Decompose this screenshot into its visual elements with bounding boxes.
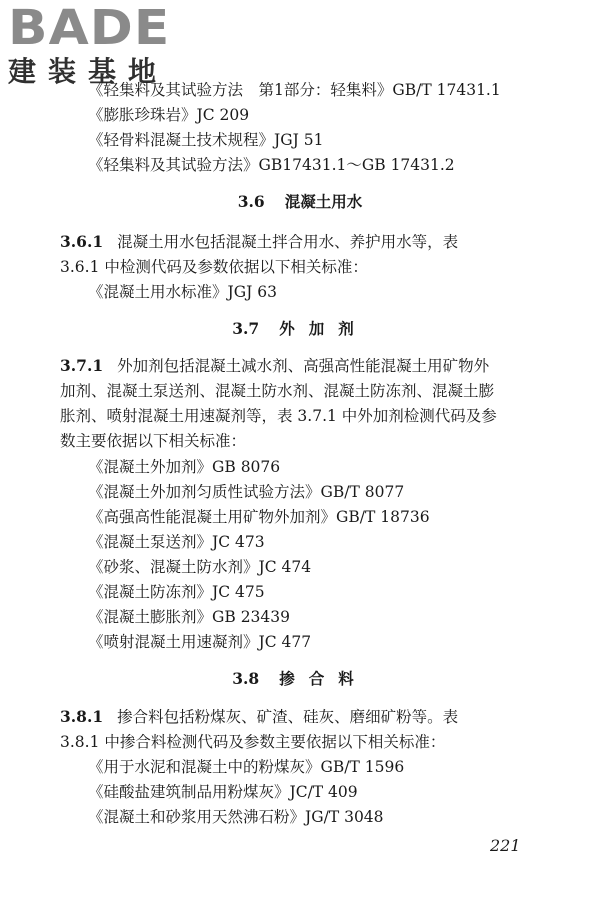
watermark-logo	[8, 0, 173, 88]
clause-text-continued: 3.6.1 中检测代码及参数依据以下相关标准：	[60, 258, 368, 276]
reference-line: 《轻集料及其试验方法》GB17431.1～GB 17431.2	[88, 156, 455, 174]
clause-text: 混凝土用水包括混凝土拌合用水、养护用水等，表	[117, 233, 459, 251]
reference-line: 《用于水泥和混凝土中的粉煤灰》GB/T 1596	[88, 758, 405, 776]
reference-line: 《混凝土泵送剂》JC 473	[88, 533, 265, 551]
section-number: 3.7	[232, 319, 260, 338]
clause-text-continued: 数主要依据以下相关标准：	[60, 432, 247, 450]
reference-line: 《膨胀珍珠岩》JC 209	[88, 106, 250, 124]
reference-line: 《混凝土用水标准》JGJ 63	[88, 283, 277, 301]
section-title: 混凝土用水	[284, 192, 363, 211]
section-heading-3-6	[0, 192, 600, 212]
reference-line: 《高强高性能混凝土用矿物外加剂》GB/T 18736	[88, 508, 430, 526]
reference-line: 《混凝土膨胀剂》GB 23439	[88, 608, 291, 626]
reference-line: 《硅酸盐建筑制品用粉煤灰》JC/T 409	[88, 783, 358, 801]
clause-text: 掺合料包括粉煤灰、矿渣、硅灰、磨细矿粉等。表	[117, 708, 459, 726]
clause-3-8-1	[60, 707, 458, 727]
section-heading-3-7	[0, 319, 600, 339]
logo-brand: BADE	[8, 0, 171, 56]
section-heading-3-8	[0, 669, 600, 689]
clause-text-continued: 胀剂、喷射混凝土用速凝剂等，表 3.7.1 中外加剂检测代码及参	[60, 407, 497, 425]
section-number: 3.6	[237, 192, 265, 211]
logo-tagline: 建装基地	[8, 55, 169, 88]
section-title: 掺合料	[279, 669, 368, 688]
clause-3-6-1	[60, 232, 458, 252]
reference-line: 《混凝土和砂浆用天然沸石粉》JG/T 3048	[88, 808, 384, 826]
clause-text: 外加剂包括混凝土减水剂、高强高性能混凝土用矿物外	[117, 357, 490, 375]
reference-line: 《轻骨料混凝土技术规程》JGJ 51	[88, 131, 324, 149]
reference-line: 《砂浆、混凝土防水剂》JC 474	[88, 558, 312, 576]
reference-line: 《混凝土外加剂》GB 8076	[88, 458, 281, 476]
section-number: 3.8	[232, 669, 260, 688]
clause-3-7-1	[60, 356, 489, 376]
reference-line: 《混凝土外加剂匀质性试验方法》GB/T 8077	[88, 483, 405, 501]
page-number: 221	[490, 836, 521, 855]
clause-text-continued: 加剂、混凝土泵送剂、混凝土防水剂、混凝土防冻剂、混凝土膨	[60, 382, 495, 400]
clause-number: 3.6.1	[60, 232, 104, 251]
reference-line: 《喷射混凝土用速凝剂》JC 477	[88, 633, 312, 651]
reference-line: 《轻集料及其试验方法 第1部分：轻集料》GB/T 17431.1	[88, 81, 501, 99]
reference-line: 《混凝土防冻剂》JC 475	[88, 583, 265, 601]
clause-text-continued: 3.8.1 中掺合料检测代码及参数主要依据以下相关标准：	[60, 733, 446, 751]
clause-number: 3.7.1	[60, 356, 104, 375]
section-title: 外加剂	[279, 319, 368, 338]
clause-number: 3.8.1	[60, 707, 104, 726]
